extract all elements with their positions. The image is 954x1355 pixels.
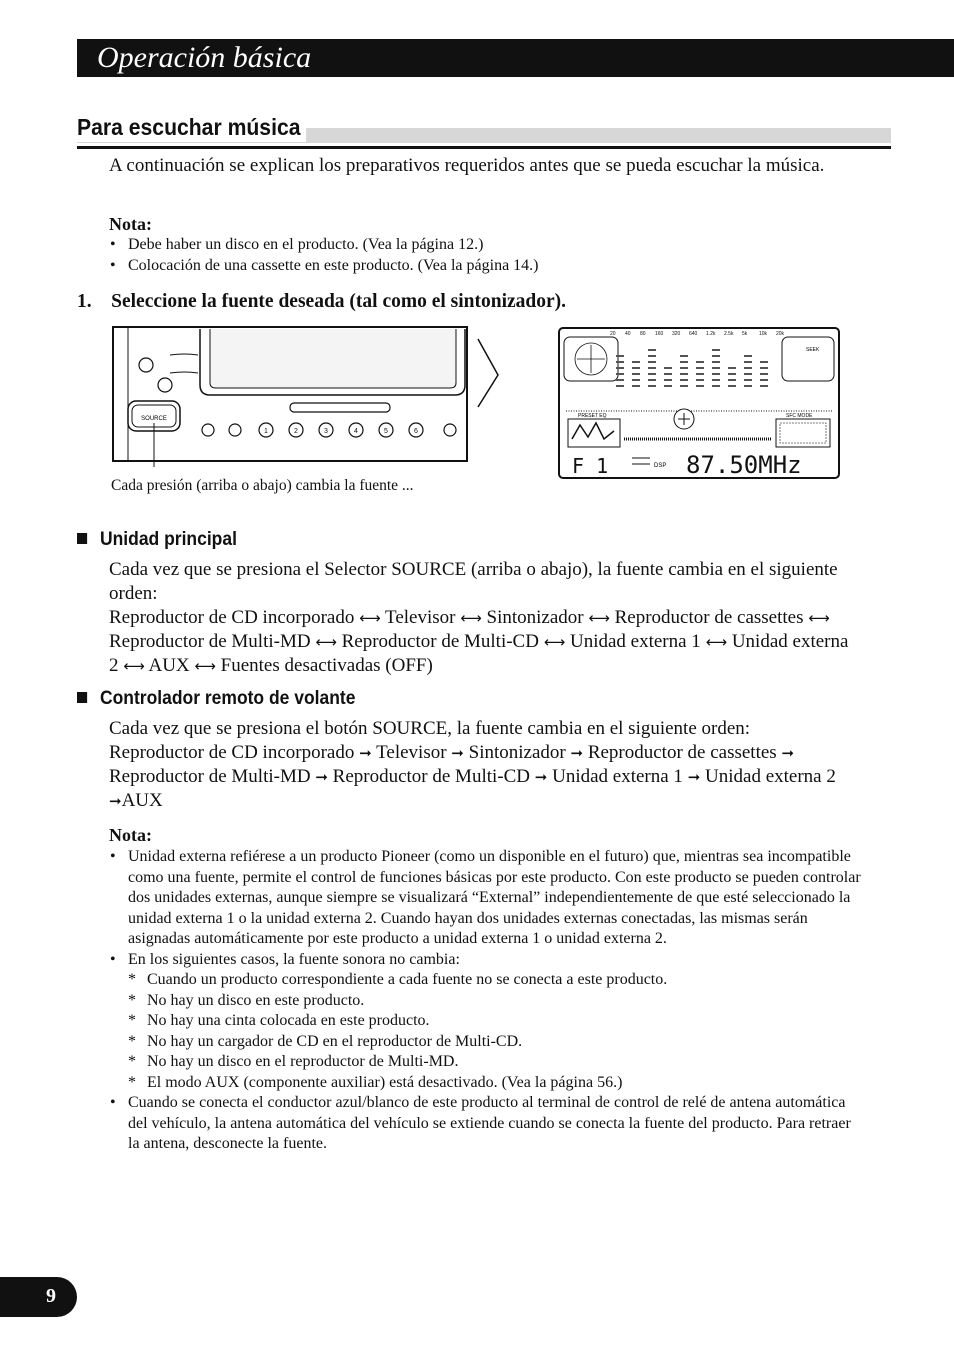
svg-text:20: 20: [610, 331, 616, 337]
svg-text:640: 640: [689, 331, 698, 337]
svg-text:1: 1: [264, 428, 268, 435]
svg-text:10k: 10k: [759, 331, 768, 337]
source-button-label: SOURCE: [141, 416, 167, 422]
svg-text:40: 40: [625, 331, 631, 337]
svg-text:6: 6: [414, 428, 418, 435]
svg-text:160: 160: [655, 331, 664, 337]
sub-list-item: * No hay un disco en el reproductor de Multi-MD.: [128, 1052, 861, 1073]
page-number-tab: [0, 1277, 77, 1317]
channel-readout: F 1: [572, 454, 609, 478]
dsp-label: DSP: [654, 463, 667, 469]
nota-list: [109, 235, 869, 276]
page-number: 9: [46, 1285, 56, 1307]
display-illustration: [558, 327, 840, 479]
page-title: Operación básica: [97, 41, 312, 74]
section-title: Para escuchar música: [77, 112, 306, 142]
section-heading: [77, 112, 891, 149]
frequency-readout: 87.50MHz: [686, 451, 802, 479]
head-unit-illustration: [110, 325, 502, 497]
svg-text:2.5k: 2.5k: [724, 331, 734, 337]
subsection-title: Controlador remoto de volante: [100, 688, 356, 709]
nota-label: Nota:: [109, 825, 152, 845]
svg-text:2: 2: [294, 428, 298, 435]
square-bullet-icon: [77, 692, 87, 703]
list-item: • En los siguientes casos, la fuente sonora no cambia: * Cuando un producto correspondiente a cada fuente no se conecta a este producto. * No hay un disco en este producto. * No hay una cinta colocada en este producto. * No hay un cargador de CD en el reproductor de Multi-CD. * No hay un disco en el reproductor de Multi-MD. * El modo AUX (componente auxiliar) está desactivado. (Vea la página 56.): [109, 950, 861, 1094]
unidad-line-1: Cada vez que se presiona el Selector SOURCE (arriba o abajo), la fuente cambia en el siguiente orden:: [109, 559, 838, 604]
nota-list: [109, 847, 861, 1155]
svg-text:4: 4: [354, 428, 358, 435]
sub-list-item: * El modo AUX (componente auxiliar) está desactivado. (Vea la página 56.): [128, 1073, 861, 1094]
remoto-paragraph: [109, 717, 859, 813]
subsection-unidad-principal: [77, 529, 237, 551]
unidad-paragraph: [109, 558, 854, 678]
list-item: • Debe haber un disco en el producto. (Vea la página 12.): [109, 235, 869, 256]
sub-list-item: * Cuando un producto correspondiente a cada fuente no se conecta a este producto.: [128, 970, 861, 991]
intro-paragraph: A continuación se explican los preparativos requeridos antes que se pueda escuchar la música.: [109, 155, 825, 176]
square-bullet-icon: [77, 533, 87, 544]
step-1: 1. Seleccione la fuente deseada (tal como el sintonizador).: [77, 291, 567, 312]
sub-list-item: * No hay un disco en este producto.: [128, 991, 861, 1012]
nota-label: Nota:: [109, 214, 152, 234]
remoto-sequence: Reproductor de CD incorporado ➞ Televisor ➞ Sintonizador ➞ Reproductor de cassettes ➞ Reproductor de Multi-MD ➞ Reproductor de Multi-CD ➞ Unidad externa 1 ➞ Unidad externa 2 ➞AUX: [109, 742, 836, 811]
svg-text:3: 3: [324, 428, 328, 435]
list-item: • Unidad externa refiérese a un producto Pioneer (como un disponible en el futuro) que, mientras sea incompatible como una fuente, permite el control de funciones básicas por este producto. Con este producto se pueden controlar dos unidades externas, aunque siempre se visualizará “External” independientemente de que esté seleccionado la unidad externa 1 o la unidad externa 2. Cuando hayan dos unidades externas conectadas, las mismas serán asignadas automáticamente por este producto a unidad externa 1 o unidad externa 2.: [109, 847, 861, 950]
remoto-line-1: Cada vez que se presiona el botón SOURCE, la fuente cambia en el siguiente orden:: [109, 718, 751, 739]
subsection-controlador-remoto: [77, 688, 355, 710]
svg-text:80: 80: [640, 331, 646, 337]
figure-caption: Cada presión (arriba o abajo) cambia la fuente ...: [111, 477, 414, 494]
list-item: • Cuando se conecta el conductor azul/blanco de este producto al terminal de control de relé de antena automática del vehículo, la antena automática del vehículo se extiende cuando se conecta la fuente del producto. Para retraer la antena, desconecte la fuente.: [109, 1093, 861, 1155]
sfc-mode-label: SFC MODE: [786, 413, 813, 419]
svg-text:20k: 20k: [776, 331, 785, 337]
svg-text:5k: 5k: [742, 331, 748, 337]
page-header: [77, 39, 954, 77]
sub-list-item: * No hay un cargador de CD en el reproductor de Multi-CD.: [128, 1032, 861, 1053]
svg-text:1.2k: 1.2k: [706, 331, 716, 337]
list-item: • Colocación de una cassette en este producto. (Vea la página 14.): [109, 256, 869, 277]
sub-list: [128, 970, 861, 1093]
sub-list-item: * No hay una cinta colocada en este producto.: [128, 1011, 861, 1032]
unidad-sequence: Reproductor de CD incorporado ⟷ Televisor ⟷ Sintonizador ⟷ Reproductor de cassettes ⟷ Reproductor de Multi-MD ⟷ Reproductor de Multi-CD ⟷ Unidad externa 1 ⟷ Unidad externa 2 ⟷ AUX ⟷ Fuentes desactivadas (OFF): [109, 607, 849, 676]
seek-label: SEEK: [806, 347, 820, 353]
subsection-title: Unidad principal: [100, 529, 237, 550]
svg-text:5: 5: [384, 428, 388, 435]
svg-text:320: 320: [672, 331, 681, 337]
preset-eq-label: PRESET EQ: [578, 413, 607, 419]
